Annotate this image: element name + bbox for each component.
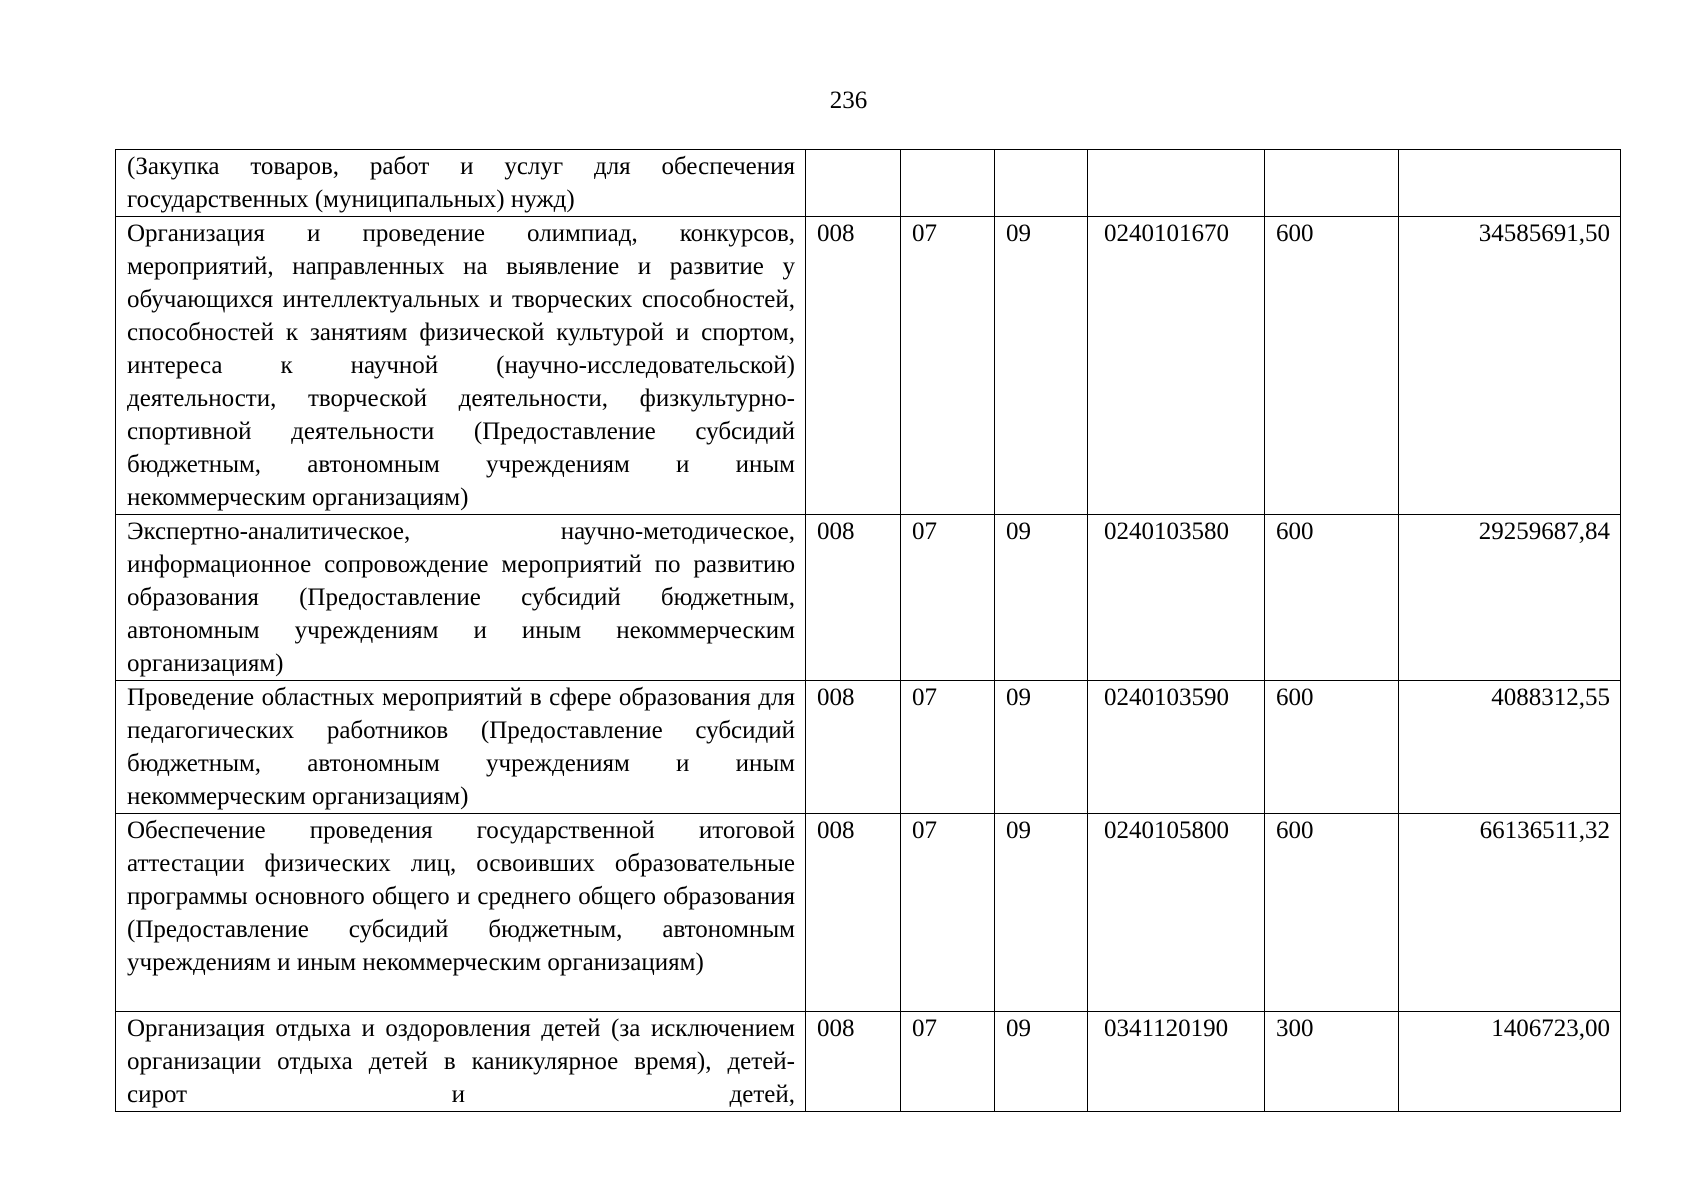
table-row: [116, 681, 1621, 814]
section-code: 07: [901, 814, 995, 1012]
expense-type-code: 600: [1265, 814, 1399, 1012]
ministry-code: 008: [806, 1012, 901, 1112]
target-article-code: 0240103590: [1088, 681, 1265, 814]
subsection-code: 09: [995, 217, 1088, 515]
table-row: [116, 814, 1621, 1012]
section-code: 07: [901, 217, 995, 515]
section-code: 07: [901, 1012, 995, 1112]
row-description: (Закупка товаров, работ и услуг для обеспечения государственных (муниципальных) нужд): [116, 150, 806, 217]
subsection-code: 09: [995, 681, 1088, 814]
subsection-code: 09: [995, 515, 1088, 681]
expense-type-code: 600: [1265, 217, 1399, 515]
subsection-code: 09: [995, 1012, 1088, 1112]
amount: 29259687,84: [1399, 515, 1621, 681]
amount: 4088312,55: [1399, 681, 1621, 814]
amount: 1406723,00: [1399, 1012, 1621, 1112]
section-code: 07: [901, 515, 995, 681]
ministry-code: 008: [806, 814, 901, 1012]
table-row: [116, 150, 1621, 217]
table-row: [116, 217, 1621, 515]
row-description: Организация и проведение олимпиад, конкурсов, мероприятий, направленных на выявление и развитие у обучающихся интеллектуальных и творческих способностей, способностей к занятиям физической культурой и спортом, интереса к научной (научно-исследовательской) деятельности, творческой деятельности, физкультурно-спортивной деятельности (Предоставление субсидий бюджетным, автономным учреждениям и иным некоммерческим организациям): [116, 217, 806, 515]
ministry-code: 008: [806, 681, 901, 814]
ministry-code: 008: [806, 515, 901, 681]
page-number: 236: [829, 87, 868, 114]
ministry-code: [806, 150, 901, 217]
row-description: Экспертно-аналитическое, научно-методическое, информационное сопровождение мероприятий по развитию образования (Предоставление субсидий бюджетным, автономным учреждениям и иным некоммерческим организациям): [116, 515, 806, 681]
table-row: [116, 515, 1621, 681]
target-article-code: 0240101670: [1088, 217, 1265, 515]
expense-type-code: 600: [1265, 515, 1399, 681]
target-article-code: 0240103580: [1088, 515, 1265, 681]
row-description: Обеспечение проведения государственной итоговой аттестации физических лиц, освоивших образовательные программы основного общего и среднего общего образования (Предоставление субсидий бюджетным, автономным учреждениям и иным некоммерческим организациям): [116, 814, 806, 1012]
table-row: [116, 1012, 1621, 1112]
subsection-code: [995, 150, 1088, 217]
amount: [1399, 150, 1621, 217]
ministry-code: 008: [806, 217, 901, 515]
expense-type-code: 300: [1265, 1012, 1399, 1112]
target-article-code: [1088, 150, 1265, 217]
expense-type-code: 600: [1265, 681, 1399, 814]
amount: 66136511,32: [1399, 814, 1621, 1012]
target-article-code: 0240105800: [1088, 814, 1265, 1012]
row-description: Проведение областных мероприятий в сфере образования для педагогических работников (Предоставление субсидий бюджетным, автономным учреждениям и иным некоммерческим организациям): [116, 681, 806, 814]
section-code: [901, 150, 995, 217]
expense-type-code: [1265, 150, 1399, 217]
section-code: 07: [901, 681, 995, 814]
budget-table: [115, 149, 1621, 1112]
row-description: Организация отдыха и оздоровления детей (за исключением организации отдыха детей в каникулярное время), детей-сирот и детей,: [116, 1012, 806, 1112]
subsection-code: 09: [995, 814, 1088, 1012]
target-article-code: 0341120190: [1088, 1012, 1265, 1112]
amount: 34585691,50: [1399, 217, 1621, 515]
